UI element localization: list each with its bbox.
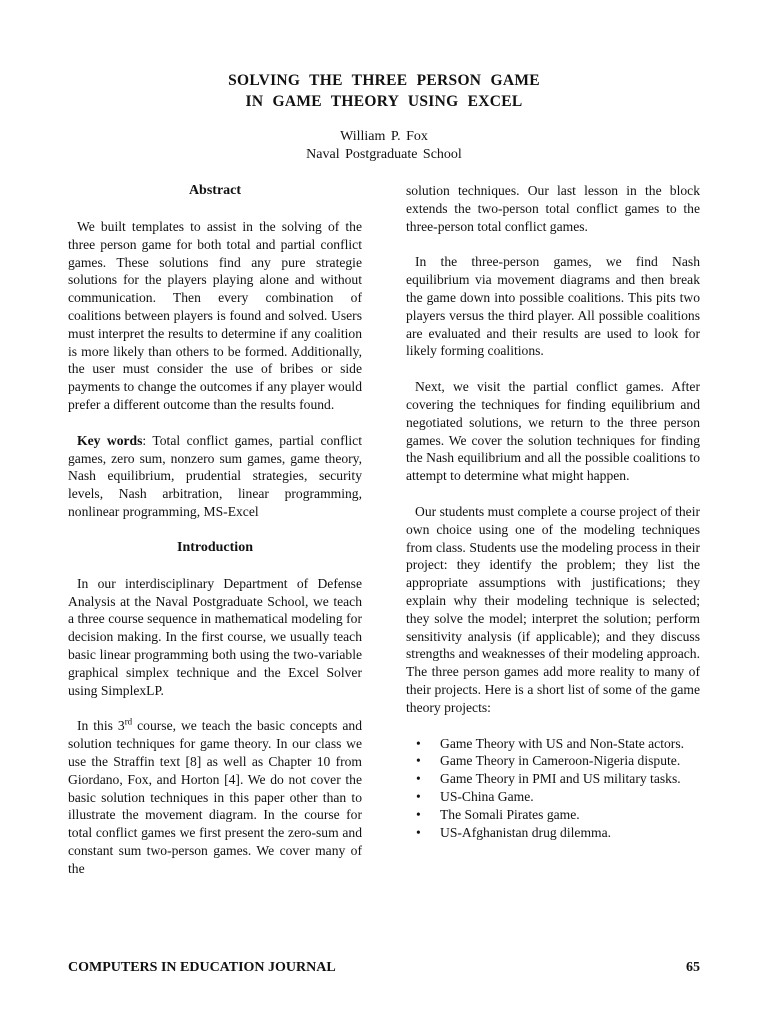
list-item: • US-Afghanistan drug dilemma. [416, 824, 612, 840]
intro-paragraph-4: Next, we visit the partial conflict games. After covering the techniques for finding equilibrium and negotiated solutions, we return to the three person games. We cover the solution techniques for finding the Nash equilibrium and all the possible coalitions to attempt to determine what might happen. [406, 379, 700, 484]
introduction-heading: Introduction [177, 539, 253, 555]
list-item: • Game Theory with US and Non-State actors. [416, 735, 685, 751]
title-line-1: SOLVING THE THREE PERSON GAME [228, 72, 540, 89]
keywords-text: : Total conflict games, partial conflict games, zero sum, nonzero sum games, game theory, Nash equilibrium, prudential strategies, security levels, Nash arbitration, linear programming, nonlinear programming, MS-Excel [68, 432, 362, 519]
paper-title [0, 70, 768, 112]
list-item: • Game Theory in PMI and US military tasks. [416, 771, 681, 787]
page-number: 65 [686, 960, 700, 975]
ordinal-superscript: rd [124, 716, 133, 727]
right-column [406, 182, 700, 841]
p2-before: In this 3 [77, 718, 125, 734]
list-item: • The Somali Pirates game. [416, 806, 580, 822]
bullet-icon: • [416, 771, 421, 787]
abstract-text: We built templates to assist in the solving of the three person game for both total and partial conflict games. These solutions find any pure strategie solutions for the players playing alone and without communication. Then every combination of coalitions between players is found and solved. Users must interpret the results to determine if any coalition is more likely than others to be formed. Additionally, the user must consider the use of bribes or side payments to change the outcomes if any player would prefer a different outcome than the results found. [68, 219, 362, 412]
left-column [68, 182, 362, 896]
intro-paragraph-2 [68, 717, 362, 877]
author-block [0, 128, 768, 164]
bullet-icon: • [416, 788, 421, 804]
abstract-heading: Abstract [188, 183, 242, 198]
intro-paragraph-5: Our students must complete a course project of their own choice using one of the modeling techniques from class. Students use the modeling process in their project: they identify the problem; they list the appropriate assumptions with justifications; they explain why their modeling technique is selected; they solve the model; interpret the solution; perform sensitivity analysis (if applicable); and they discuss strengths and weaknesses of their modeling approach. The three person games add more reality to many of their projects. Here is a short list of some of the game theory projects: [406, 503, 700, 715]
intro-paragraph-1: In our interdisciplinary Department of Defense Analysis at the Naval Postgraduate School, we teach a three course sequence in mathematical modeling for decision making. In the first course, we usually teach basic linear programming both using the two-variable graphical simplex technique and the Excel Solver using SimplexLP. [68, 575, 362, 698]
intro-paragraph-2-continued: solution techniques. Our last lesson in the block extends the two-person total conflict games to the three-person total conflict games. [406, 183, 700, 234]
journal-name: COMPUTERS IN EDUCATION JOURNAL [68, 960, 336, 975]
list-item: • Game Theory in Cameroon-Nigeria dispute. [416, 753, 681, 769]
bullet-icon: • [416, 824, 421, 840]
title-line-2: IN GAME THEORY USING EXCEL [245, 93, 523, 110]
list-item: • US-China Game. [416, 788, 534, 804]
page-footer [68, 960, 700, 976]
intro-paragraph-3: In the three-person games, we find Nash equilibrium via movement diagrams and then break the game down into possible coalitions. This pits two players versus the third player. All possible coalitions are evaluated and their results are used to look for likely forming coalitions. [406, 254, 700, 359]
author-affiliation: Naval Postgraduate School [306, 147, 462, 162]
keywords-paragraph [68, 432, 362, 521]
keywords-label: Key words [77, 432, 143, 448]
bullet-icon: • [416, 735, 421, 751]
author-name: William P. Fox [340, 129, 428, 144]
project-list [406, 735, 700, 842]
p2-after: course, we teach the basic concepts and solution techniques for game theory. In our class we use the Straffin text [8] as well as Chapter 10 from Giordano, Fox, and Horton [4]. We do not cover the basic solution techniques in this paper other than to illustrate the movement diagram. In the course for total conflict games we first present the zero-sum and constant sum two-person games. We cover many of the [68, 718, 363, 876]
bullet-icon: • [416, 753, 421, 769]
bullet-icon: • [416, 806, 421, 822]
